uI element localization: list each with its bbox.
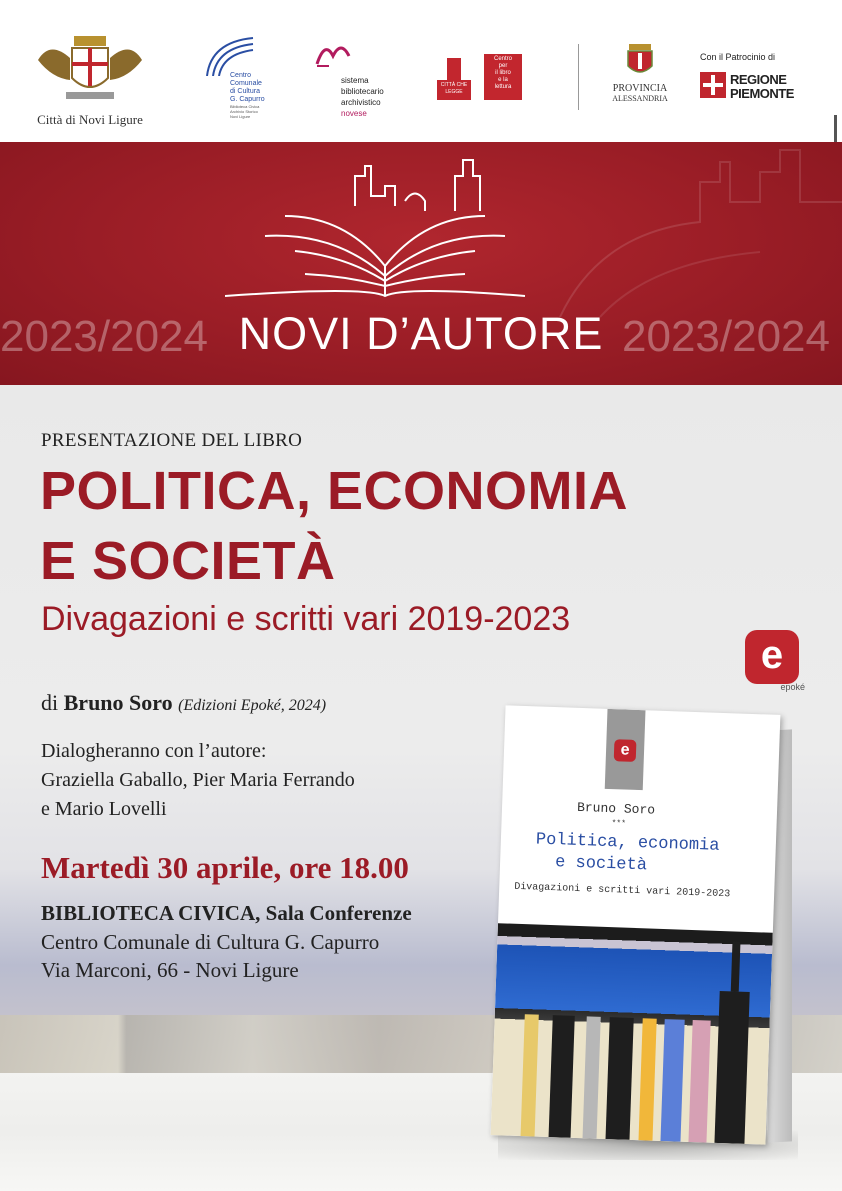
arc-icon bbox=[205, 36, 257, 76]
dialogue-line2: e Mario Lovelli bbox=[41, 798, 167, 820]
centro-line: Centro bbox=[493, 56, 512, 62]
book-cover bbox=[478, 710, 803, 1160]
centro-libro-logo bbox=[484, 54, 522, 100]
capurro-line: G. Capurro bbox=[230, 96, 265, 103]
provincia-line2: ALESSANDRIA bbox=[612, 94, 668, 103]
address-line1: Centro Comunale di Cultura G. Capurro bbox=[41, 930, 380, 954]
book-subtitle: Divagazioni e scritti vari 2019-2023 bbox=[41, 600, 571, 638]
sistema-bibliotecario-logo bbox=[315, 44, 395, 118]
sistema-accent: novese bbox=[341, 109, 367, 118]
regione-logo bbox=[700, 52, 800, 102]
centro-line: e la bbox=[498, 77, 508, 83]
sistema-line: sistema bbox=[341, 76, 369, 85]
dialogue-line1: Graziella Gaballo, Pier Maria Ferrando bbox=[41, 769, 355, 791]
publisher: (Edizioni Epoké, 2024) bbox=[178, 697, 327, 714]
coat-of-arms-icon bbox=[30, 30, 150, 105]
novi-ligure-label: Città di Novi Ligure bbox=[37, 112, 143, 127]
cover-tab bbox=[605, 709, 646, 790]
kicker: PRESENTAZIONE DEL LIBRO bbox=[41, 430, 303, 451]
sistema-line: bibliotecario bbox=[341, 87, 384, 96]
book-title-line2: E SOCIETÀ bbox=[40, 531, 336, 591]
centro-line: lettura bbox=[494, 84, 512, 90]
capurro-line: Centro bbox=[230, 72, 252, 79]
logo-bar bbox=[0, 0, 842, 142]
sbn-mark-icon bbox=[315, 44, 355, 68]
regione-flag-icon bbox=[700, 72, 726, 98]
book-stack-icon bbox=[447, 58, 461, 80]
provincia-logo bbox=[608, 44, 672, 110]
venue: BIBLIOTECA CIVICA, Sala Conferenze bbox=[41, 901, 412, 925]
citta-che-legge-logo bbox=[437, 58, 471, 102]
capurro-sub: Biblioteca Civica bbox=[230, 104, 260, 109]
capurro-sub: Archivio Storico bbox=[230, 109, 258, 114]
event-datetime: Martedì 30 aprile, ore 18.00 bbox=[41, 850, 409, 885]
capurro-logo bbox=[205, 36, 275, 120]
cover-painting bbox=[491, 923, 773, 1144]
novi-ligure-logo bbox=[30, 30, 150, 125]
author-name: Bruno Soro bbox=[63, 690, 173, 715]
year-left: 2023/2024 bbox=[0, 312, 208, 361]
capurro-sub: Novi Ligure bbox=[230, 114, 251, 119]
series-banner bbox=[0, 142, 842, 385]
cover-title-line1: Politica, economia bbox=[535, 830, 720, 856]
edge-mark bbox=[834, 115, 837, 142]
by-prefix: di bbox=[41, 690, 59, 715]
shield-icon bbox=[625, 44, 655, 78]
epoke-label: epoké bbox=[780, 682, 805, 692]
citta-badge: CITTÀ CHE LEGGE bbox=[437, 80, 471, 100]
cover-e-icon: e bbox=[614, 739, 637, 762]
regione-line1: REGIONE bbox=[730, 72, 787, 87]
patrocinio-label: Con il Patrocinio di bbox=[700, 52, 776, 62]
provincia-line1: PROVINCIA bbox=[612, 83, 668, 94]
centro-line: per bbox=[498, 63, 508, 69]
cover-subtitle: Divagazioni e scritti vari 2019-2023 bbox=[514, 881, 731, 901]
centro-line: il libro bbox=[495, 70, 511, 76]
epoke-e-icon: e bbox=[745, 630, 799, 684]
capurro-line: di Cultura bbox=[230, 88, 260, 95]
divider bbox=[578, 44, 579, 110]
author-line bbox=[41, 690, 326, 716]
book-title-line1: POLITICA, ECONOMIA bbox=[40, 461, 628, 521]
cover-author: Bruno Soro bbox=[576, 799, 656, 818]
regione-line2: PIEMONTE bbox=[730, 86, 794, 101]
dialogue-intro: Dialogheranno con l’autore: bbox=[41, 740, 267, 762]
year-right: 2023/2024 bbox=[622, 312, 830, 361]
cover-stars: *** bbox=[611, 819, 627, 829]
open-book-city-icon bbox=[225, 156, 545, 316]
capurro-line: Comunale bbox=[230, 80, 262, 87]
cover-title-line2: e società bbox=[554, 853, 648, 876]
epoke-logo bbox=[745, 630, 805, 694]
address-line2: Via Marconi, 66 - Novi Ligure bbox=[41, 958, 299, 982]
series-title: NOVI D’AUTORE bbox=[238, 308, 604, 359]
cover bbox=[491, 705, 781, 1144]
sistema-line: archivistico bbox=[341, 98, 381, 107]
